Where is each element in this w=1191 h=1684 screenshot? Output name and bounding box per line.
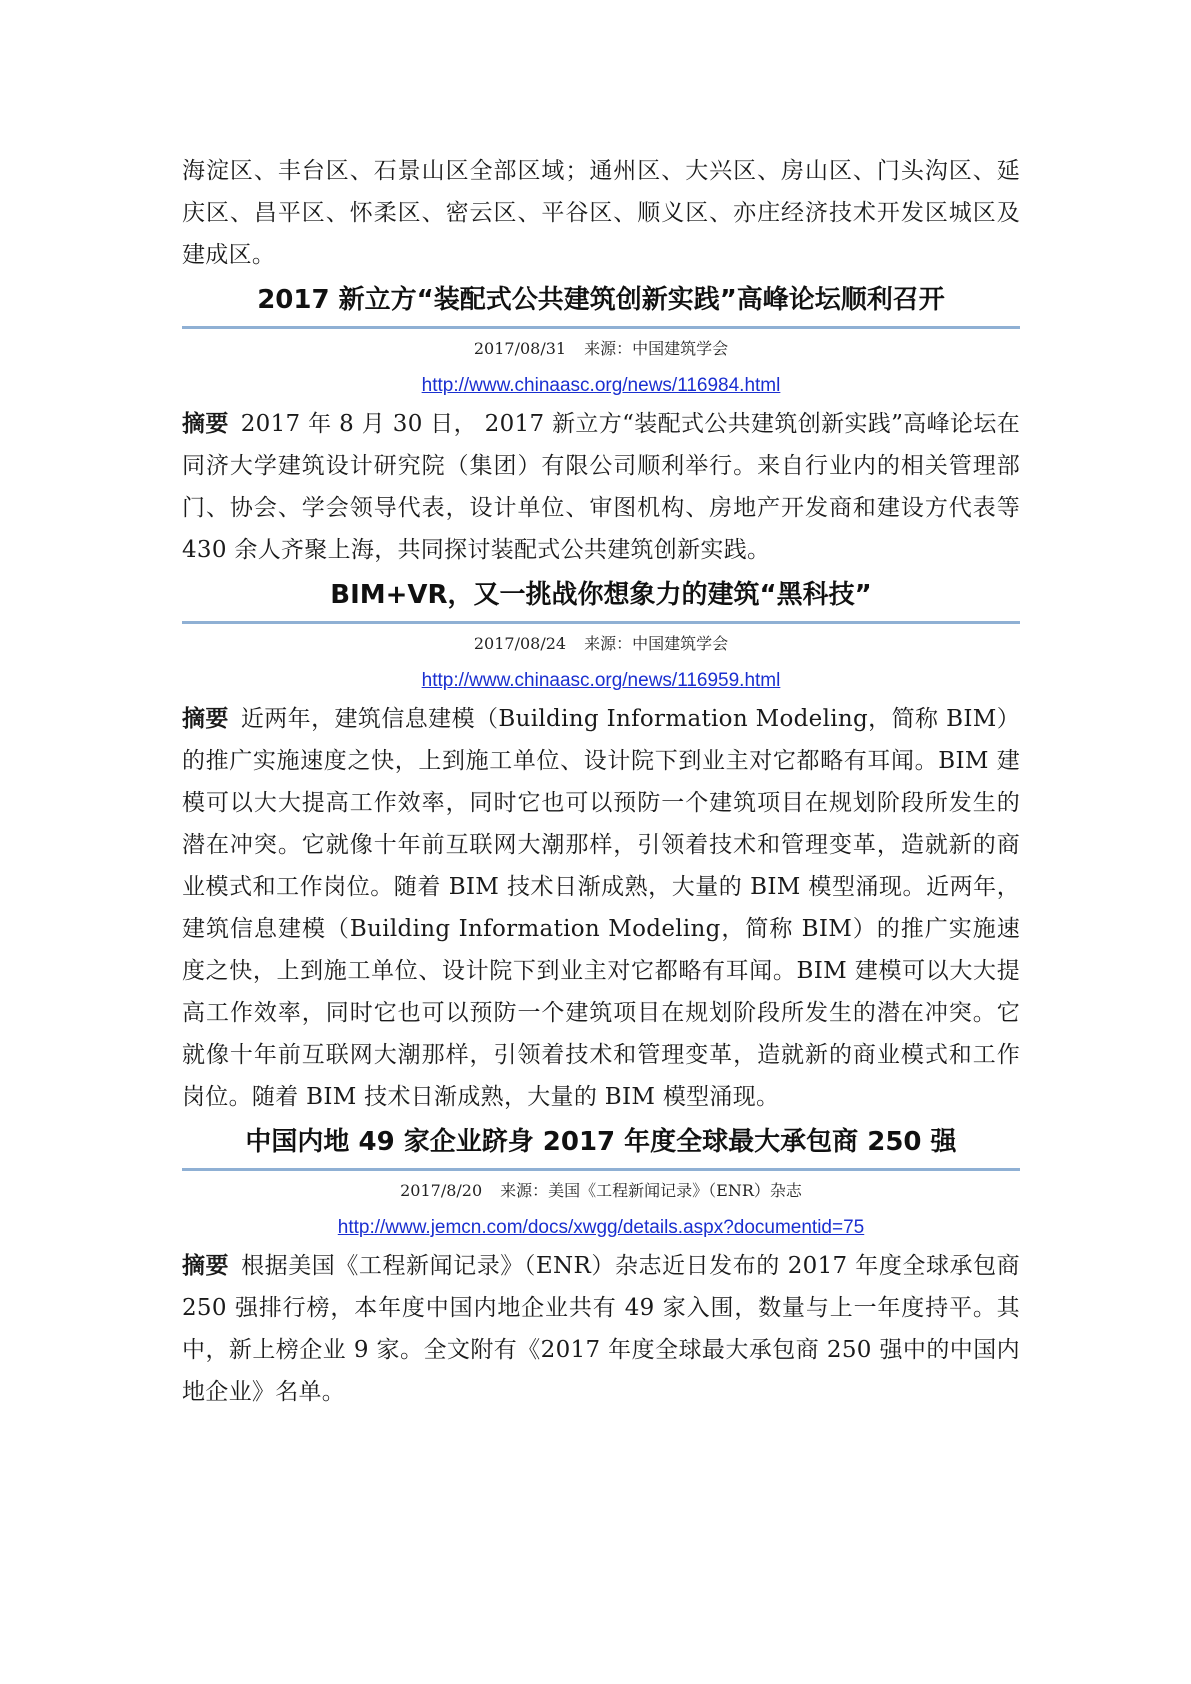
article-date: 2017/8/20: [400, 1181, 483, 1200]
news-article-3: [182, 1124, 1020, 1413]
article-meta: [182, 1177, 1020, 1205]
article-meta: [182, 335, 1020, 363]
article-date: 2017/08/24: [473, 634, 567, 653]
article-abstract: [182, 403, 1020, 571]
article-source: 美国《工程新闻记录》（ENR）杂志: [548, 1181, 802, 1200]
news-article-1: [182, 282, 1020, 571]
source-label: 来源：: [584, 339, 633, 358]
title-divider: [182, 1168, 1020, 1171]
title-divider: [182, 621, 1020, 624]
abstract-label: 摘要: [182, 1253, 230, 1279]
article-abstract: [182, 698, 1020, 1118]
intro-paragraph: 海淀区、丰台区、石景山区全部区域；通州区、大兴区、房山区、门头沟区、延庆区、昌平区、怀柔区、密云区、平谷区、顺义区、亦庄经济技术开发区城区及建成区。: [182, 158, 1020, 268]
document-page: [182, 150, 1020, 1413]
abstract-text: 根据美国《工程新闻记录》（ENR）杂志近日发布的 2017 年度全球承包商 250 强排行榜，本年度中国内地企业共有 49 家入围，数量与上一年度持平。其中，新上榜企业 9 家。全文附有《2017 年度全球最大承包商 250 强中的中国内地企业》名单。: [182, 1253, 1020, 1405]
source-label: 来源：: [500, 1181, 549, 1200]
article-title: 2017 新立方“装配式公共建筑创新实践”高峰论坛顺利召开: [257, 285, 945, 315]
source-label: 来源：: [584, 634, 633, 653]
article-meta: [182, 630, 1020, 658]
abstract-label: 摘要: [182, 706, 229, 732]
article-link[interactable]: http://www.chinaasc.org/news/116984.html: [421, 375, 781, 396]
title-divider: [182, 326, 1020, 329]
article-abstract: [182, 1245, 1020, 1413]
article-link[interactable]: http://www.chinaasc.org/news/116959.html: [421, 670, 781, 691]
abstract-label: 摘要: [182, 411, 229, 437]
article-source: 中国建筑学会: [632, 634, 729, 653]
news-article-2: [182, 577, 1020, 1118]
article-title: BIM+VR，又一挑战你想象力的建筑“黑科技”: [330, 580, 872, 610]
article-date: 2017/08/31: [473, 339, 567, 358]
article-title: 中国内地 49 家企业跻身 2017 年度全球最大承包商 250 强: [245, 1127, 957, 1157]
article-link[interactable]: http://www.jemcn.com/docs/xwgg/details.aspx?documentid=75: [337, 1217, 865, 1238]
abstract-text: 近两年，建筑信息建模（Building Information Modeling，简称 BIM）的推广实施速度之快，上到施工单位、设计院下到业主对它都略有耳闻。BIM 建模可以大大提高工作效率，同时它也可以预防一个建筑项目在规划阶段所发生的潜在冲突。它就像十年前互联网大潮那样，引领着技术和管理变革，造就新的商业模式和工作岗位。随着 BIM 技术日渐成熟，大量的 BIM 模型涌现。近两年，建筑信息建模（Building Information Modeling，简称 BIM）的推广实施速度之快，上到施工单位、设计院下到业主对它都略有耳闻。BIM 建模可以大大提高工作效率，同时它也可以预防一个建筑项目在规划阶段所发生的潜在冲突。它就像十年前互联网大潮那样，引领着技术和管理变革，造就新的商业模式和工作岗位。随着 BIM 技术日渐成熟，大量的 BIM 模型涌现。: [182, 706, 1020, 1110]
article-source: 中国建筑学会: [632, 339, 729, 358]
abstract-text: 2017 年 8 月 30 日， 2017 新立方“装配式公共建筑创新实践”高峰论坛在同济大学建筑设计研究院（集团）有限公司顺利举行。来自行业内的相关管理部门、协会、学会领导代表，设计单位、审图机构、房地产开发商和建设方代表等 430 余人齐聚上海，共同探讨装配式公共建筑创新实践。: [182, 411, 1020, 563]
